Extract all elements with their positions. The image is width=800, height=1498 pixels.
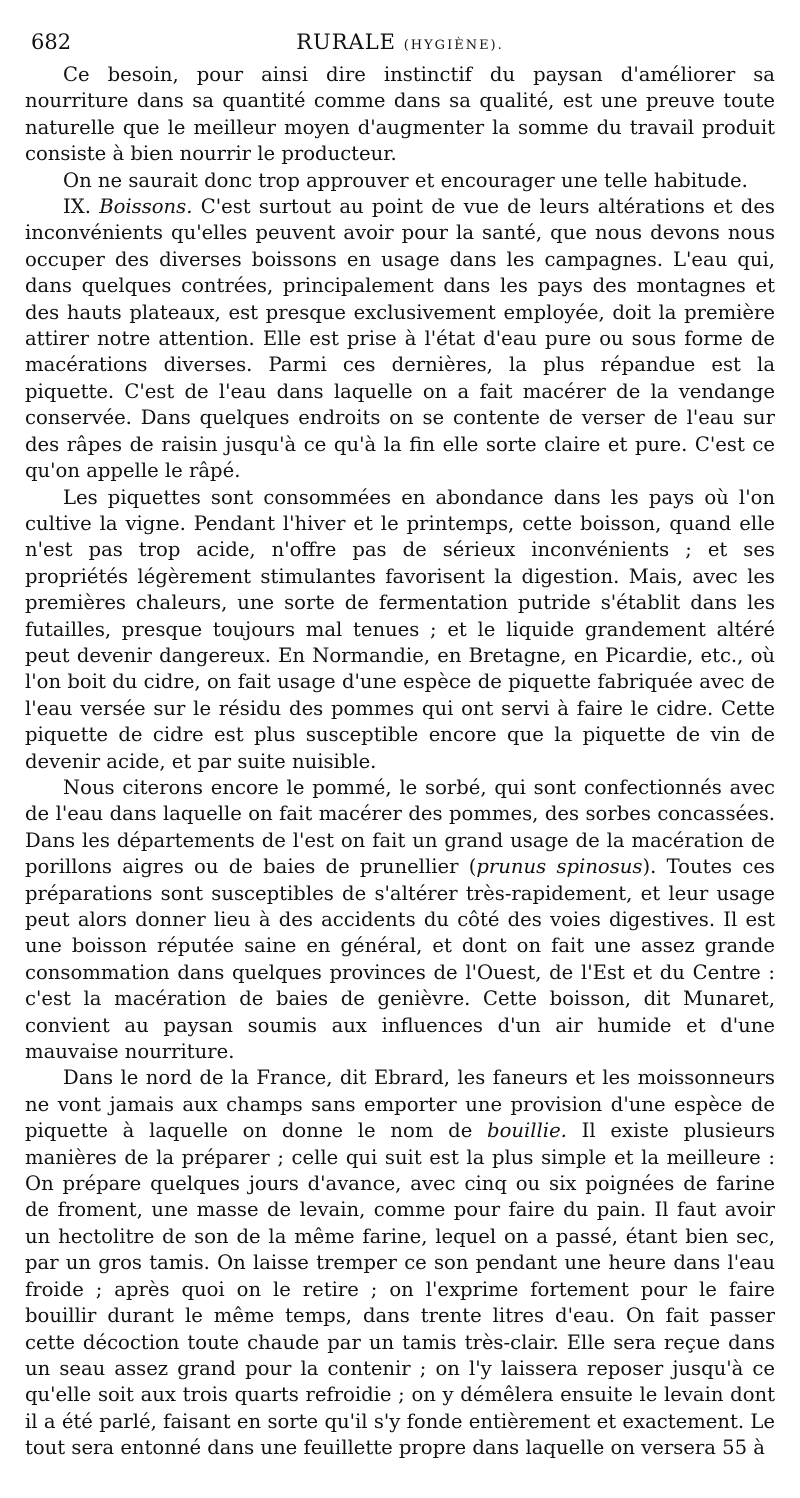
paragraph-text: On ne saurait donc trop approuver et encourager une telle habitude.	[63, 168, 748, 192]
paragraph	[25, 194, 775, 484]
italic-term: bouillie.	[487, 1119, 567, 1143]
section-heading: Boissons.	[99, 195, 193, 219]
page-header	[25, 28, 775, 62]
paragraph	[25, 168, 775, 194]
paragraph-text: C'est surtout au point de vue de leurs altérations et des inconvénients qu'elles peuvent avoir pour la santé, que nous devons nous occuper des diverses boissons en usage dans les campagnes. L'eau qui, dans quelques contrées, principalement dans les pays des montagnes et des hauts plateaux, est presque exclusivement employée, doit la première attirer notre attention. Elle est prise à l'état d'eau pure ou sous forme de macérations diverses. Parmi ces dernières, la plus répandue est la piquette. C'est de l'eau dans laquelle on a fait macérer de la vendange conservée. Dans quelques endroits on se contente de verser de l'eau sur des râpes de raisin jusqu'à ce qu'à la fin elle sorte claire et pure. C'est ce qu'on appelle le râpé.	[25, 195, 775, 483]
latin-name: prunus spinosus	[476, 855, 643, 879]
paragraph-text: Il existe plusieurs manières de la préparer ; celle qui suit est la plus simple et la meilleure : On prépare quelques jours d'avance, avec cinq ou six poignées de farine de froment, une masse de levain, comme pour faire du pain. Il faut avoir un hectolitre de son de la même farine, lequel on a passé, étant bien sec, par un gros tamis. On laisse tremper ce son pendant une heure dans l'eau froide ; après quoi on le retire ; on l'exprime fortement pour le faire bouillir durant le même temps, dans trente litres d'eau. On fait passer cette décoction toute chaude par un tamis très-clair. Elle sera reçue dans un seau assez grand pour la contenir ; on l'y laissera reposer jusqu'à ce qu'elle soit aux trois quarts refroidie ; on y démêlera ensuite le levain dont il a été parlé, faisant en sorte qu'il s'y fonde entièrement et exactement. Le tout sera entonné dans une feuillette propre dans laquelle on versera 55 à	[25, 1119, 775, 1460]
paragraph-text: Les piquettes sont consommées en abondance dans les pays où l'on cultive la vigne. Pendant l'hiver et le printemps, cette boisson, quand elle n'est pas trop acide, n'offre pas de sérieux inconvénients ; et ses propriétés légèrement stimulantes favorisent la digestion. Mais, avec les premières chaleurs, une sorte de fermentation putride s'établit dans les futailles, presque toujours mal tenues ; et le liquide grandement altéré peut devenir dangereux. En Normandie, en Bretagne, en Picardie, etc., où l'on boit du cidre, on fait usage d'une espèce de piquette fabriquée avec de l'eau versée sur le résidu des pommes qui ont servi à faire le cidre. Cette piquette de cidre est plus susceptible encore que la piquette de vin de devenir acide, et par suite nuisible.	[25, 485, 775, 773]
page-body	[25, 62, 775, 1462]
running-title-main: RURALE	[296, 30, 396, 54]
paragraph	[25, 1065, 775, 1461]
paragraph	[25, 775, 775, 1065]
running-title	[25, 30, 775, 54]
running-title-sub: (HYGIÈNE).	[403, 38, 504, 53]
paragraph	[25, 62, 775, 168]
paragraph-text: Nous citerons encore le pommé, le sorbé, qui sont confectionnés avec de l'eau dans laquelle on fait macérer des pommes, des sorbes concassées. Dans les départements de l'est on fait un grand usage de la macération de porillons aigres ou de baies de prunellier (	[25, 775, 775, 879]
book-page	[25, 28, 775, 1462]
paragraph	[25, 485, 775, 775]
paragraph-text: Dans le nord de la France, dit Ebrard, les faneurs et les moissonneurs ne vont jamais aux champs sans emporter une provision d'une espèce de piquette à laquelle on donne le nom de	[25, 1066, 775, 1143]
paragraph-text: Ce besoin, pour ainsi dire instinctif du paysan d'améliorer sa nourriture dans sa quantité comme dans sa qualité, est une preuve toute naturelle que le meilleur moyen d'augmenter la somme du travail produit consiste à bien nourrir le producteur.	[25, 63, 775, 166]
page-number: 682	[31, 30, 72, 54]
section-number: IX.	[63, 195, 100, 219]
paragraph-text: ). Toutes ces préparations sont susceptibles de s'altérer très-rapidement, et leur usage peut alors donner lieu à des accidents du côté des voies digestives. Il est une boisson réputée saine en général, et dont on fait une assez grande consommation dans quelques provinces de l'Ouest, de l'Est et du Centre : c'est la macération de baies de genièvre. Cette boisson, dit Munaret, convient au paysan soumis aux influences d'un air humide et d'une mauvaise nourriture.	[25, 855, 775, 1064]
